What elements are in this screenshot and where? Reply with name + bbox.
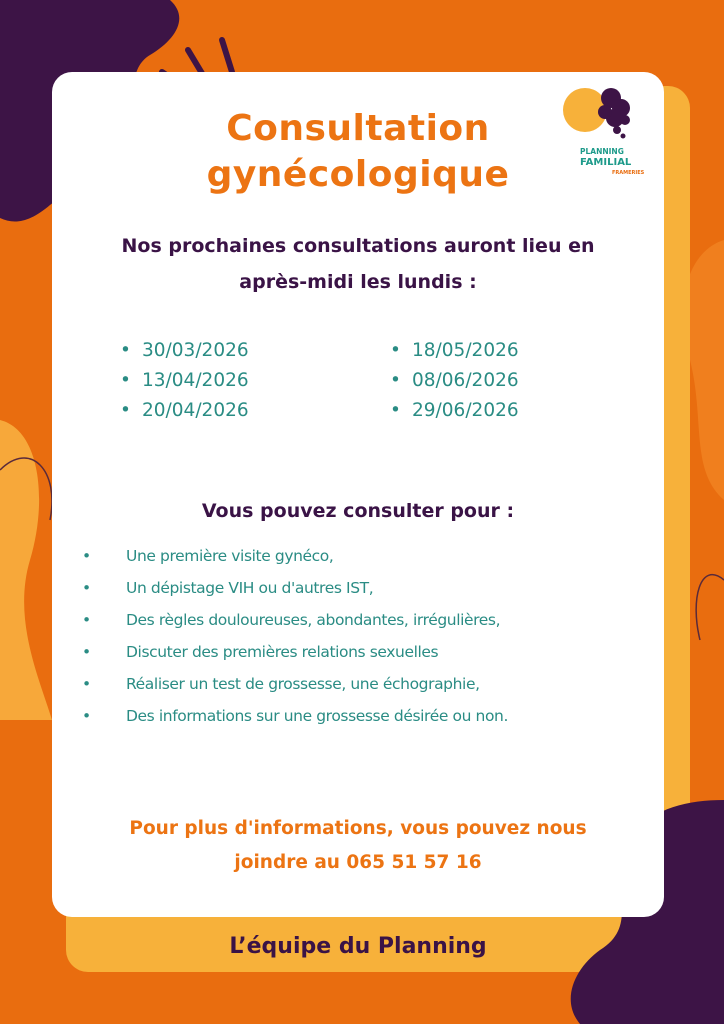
intro-text [52, 228, 664, 300]
logo-line2: FAMILIAL [580, 157, 632, 168]
signature: L’équipe du Planning [229, 934, 487, 959]
logo-line3: FRAMERIES [612, 170, 645, 176]
dates-list-column1 [120, 336, 249, 426]
date-item: • 08/06/2026 [390, 366, 519, 396]
reason-item: • Un dépistage VIH ou d'autres IST, [104, 572, 634, 604]
dates-list-column2 [390, 336, 519, 426]
contact-info [52, 812, 664, 880]
date-item: • 13/04/2026 [120, 366, 249, 396]
title-line1: Consultation [226, 108, 490, 149]
content-card [52, 72, 664, 917]
logo-line1: PLANNING [580, 147, 624, 156]
left-wave-shape [0, 420, 52, 720]
intro-line2: après-midi les lundis : [239, 271, 477, 293]
date-item: • 20/04/2026 [120, 396, 249, 426]
reason-item: • Des informations sur une grossesse désirée ou non. [104, 700, 634, 732]
reason-item: • Une première visite gynéco, [104, 540, 634, 572]
contact-line2: joindre au 065 51 57 16 [234, 852, 482, 873]
reason-item: • Des règles douloureuses, abondantes, irrégulières, [104, 604, 634, 636]
date-item: • 18/05/2026 [390, 336, 519, 366]
contact-line1: Pour plus d'informations, vous pouvez nous [129, 818, 587, 839]
right-wave-line [696, 575, 724, 640]
reasons-heading: Vous pouvez consulter pour : [201, 500, 515, 522]
intro-line1: Nos prochaines consultations auront lieu en [121, 235, 595, 257]
reason-item: • Discuter des premières relations sexuelles [104, 636, 634, 668]
date-item: • 30/03/2026 [120, 336, 249, 366]
date-item: • 29/06/2026 [390, 396, 519, 426]
reasons-list [104, 540, 634, 732]
page-title [52, 106, 664, 198]
title-line2: gynécologique [206, 154, 510, 195]
reason-item: • Réaliser un test de grossesse, une échographie, [104, 668, 634, 700]
